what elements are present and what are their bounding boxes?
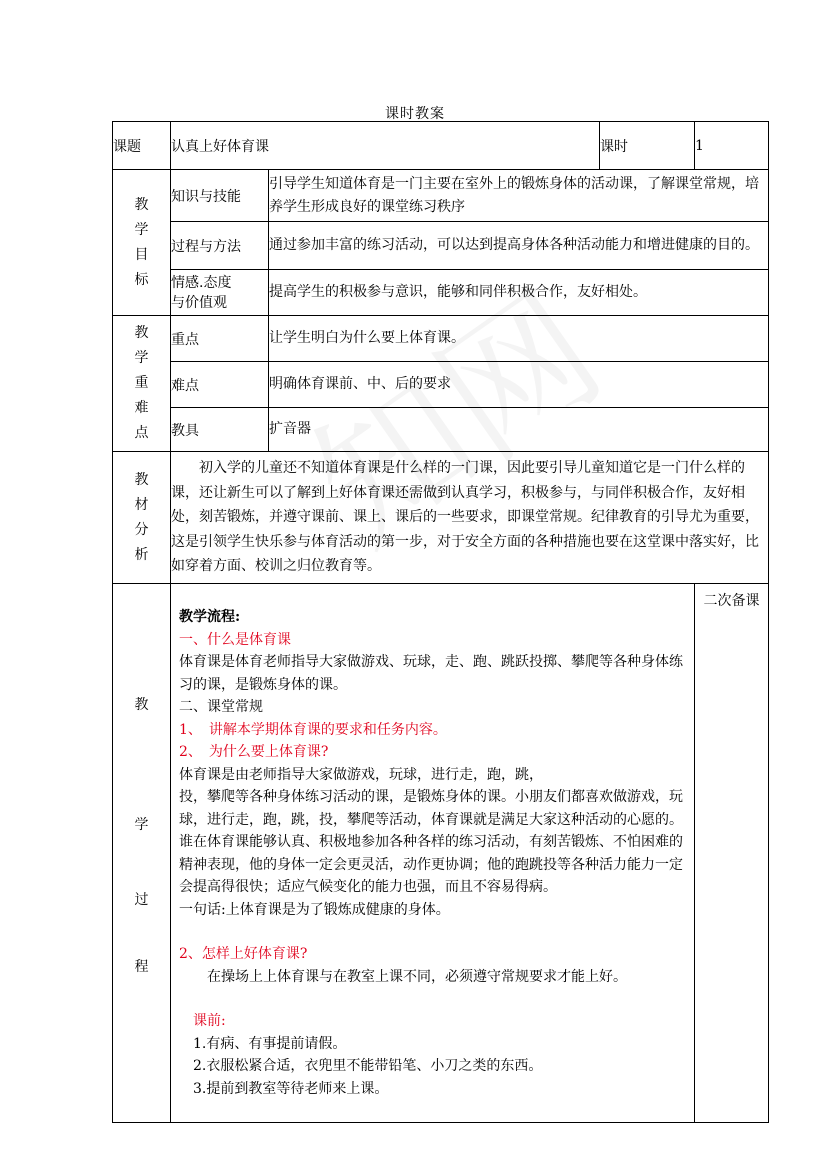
item-3-text: 在操场上上体育课与在教室上课不同，必须遵守常规要求才能上好。 (207, 968, 627, 985)
process-label: 教 学 过 程 (113, 584, 171, 1123)
key-point-label: 难点 (171, 362, 269, 408)
analysis-row (113, 452, 769, 584)
process-content (171, 584, 695, 1123)
analysis-label: 教 材 分 析 (113, 452, 171, 584)
header-row (113, 122, 769, 170)
secondary-prep-label: 二次备课 (703, 593, 760, 609)
process-heading: 教学流程: (179, 609, 241, 625)
process-row (113, 584, 769, 1123)
section-1-title: 一、什么是体育课 (179, 631, 291, 648)
goal-label: 情感.态度 与价值观 (171, 270, 269, 316)
goal-text: 引导学生知道体育是一门主要在室外上的锻炼身体的活动课，了解课堂常规，培养学生形成良好的课堂练习秩序 (269, 170, 769, 222)
item-2-summary: 一句话:上体育课是为了锻炼成健康的身体。 (179, 901, 450, 918)
key-point-label: 重点 (171, 316, 269, 362)
goals-label: 教 学 目 标 (113, 170, 171, 316)
lesson-plan-table (112, 121, 769, 1123)
item-2: 2、 为什么要上体育课? (179, 744, 329, 760)
topic-value: 认真上好体育课 (171, 122, 600, 170)
key-point-text: 让学生明白为什么要上体育课。 (269, 316, 769, 362)
section-2-title: 二、课堂常规 (179, 699, 263, 715)
item-3: 2、怎样上好体育课? (179, 946, 308, 962)
before-class-title: 课前: (193, 1013, 226, 1029)
key-point-text: 明确体育课前、中、后的要求 (269, 362, 769, 408)
key-point-text: 扩音器 (269, 408, 769, 452)
period-value: 1 (695, 122, 769, 170)
secondary-prep-column (695, 584, 769, 1123)
goal-label: 过程与方法 (171, 222, 269, 270)
item-1: 1、 讲解本学期体育课的要求和任务内容。 (179, 721, 447, 738)
before-class-item: 3.提前到教室等待老师来上课。 (193, 1080, 389, 1097)
before-class-item: 1.有病、有事提前请假。 (193, 1035, 347, 1052)
analysis-text: 初入学的儿童还不知道体育课是什么样的一门课，因此要引导儿童知道它是一门什么样的课，还让新生可以了解到上好体育课还需做到认真学习，积极参与，与同伴积极合作，友好相处，刻苦锻炼，并遵守课前、课上、课后的一些要求，即课堂常规。纪律教育的引导尤为重要，这是引领学生快乐参与体育活动的第一步，对于安全方面的各种措施也要在这堂课中落实好，比如穿着方面、校训之归位教育等。 (171, 452, 769, 584)
key-point-row (113, 362, 769, 408)
section-1-text: 体育课是体育老师指导大家做游戏、玩球，走、跑、跳跃投掷、攀爬等各种身体练习的课，是锻炼身体的课。 (179, 654, 683, 693)
goal-text: 通过参加丰富的练习活动，可以达到提高身体各种活动能力和增进健康的目的。 (269, 222, 769, 270)
goal-text: 提高学生的积极参与意识，能够和同伴积极合作，友好相处。 (269, 270, 769, 316)
key-point-row (113, 408, 769, 452)
key-point-row (113, 316, 769, 362)
topic-label: 课题 (113, 122, 171, 170)
goal-row (113, 222, 769, 270)
key-points-label: 教 学 重 难 点 (113, 316, 171, 452)
goal-row (113, 270, 769, 316)
item-2-text-2: 投，攀爬等各种身体练习活动的课，是锻炼身体的课。小朋友们都喜欢做游戏，玩球，进行走，跑，跳，投，攀爬等活动，体育课就是满足大家这种活动的心愿的。谁在体育课能够认真、积极地参加各种各样的练习活动，有刻苦锻炼、不怕困难的精神表现，他的身体一定会更灵活，动作更协调；他的跑跳投等各种活力能力一定会提高得很快；适应气候变化的能力也强，而且不容易得病。 (179, 789, 683, 895)
key-point-label: 教具 (171, 408, 269, 452)
goal-label: 知识与技能 (171, 170, 269, 222)
item-2-text-1: 体育课是由老师指导大家做游戏，玩球，进行走，跑，跳， (179, 766, 543, 783)
before-class-item: 2.衣服松紧合适，衣兜里不能带铅笔、小刀之类的东西。 (193, 1058, 543, 1074)
goal-row (113, 170, 769, 222)
period-label: 课时 (600, 122, 695, 170)
page-title: 课时教案 (385, 106, 445, 122)
